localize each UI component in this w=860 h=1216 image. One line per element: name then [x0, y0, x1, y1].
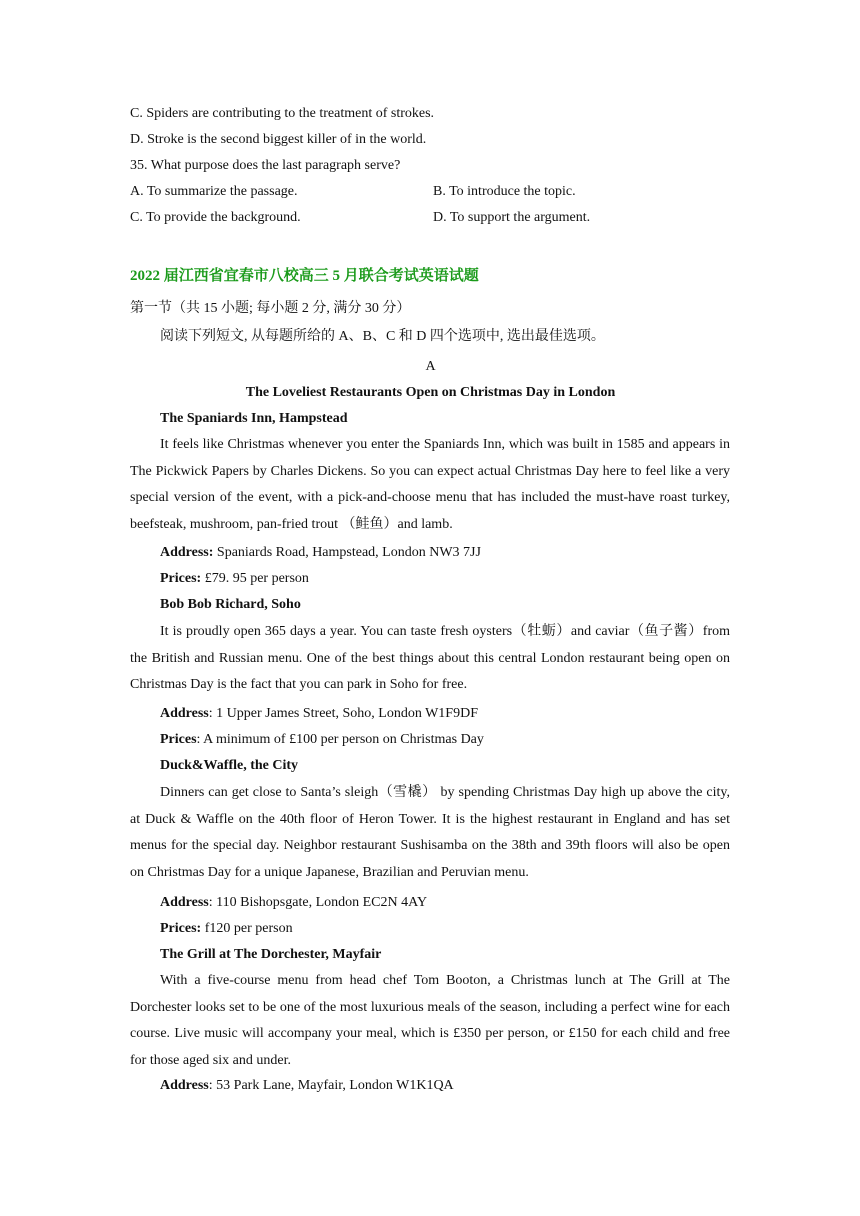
prices-label: Prices [160, 732, 197, 747]
restaurant-prices [160, 570, 309, 588]
q35-option-c: C. To provide the background. [130, 210, 301, 225]
restaurant-address [160, 544, 481, 562]
address-label: Address [160, 706, 209, 721]
option-d: D. Stroke is the second biggest killer of in the world. [130, 132, 427, 147]
question-35: 35. What purpose does the last paragraph serve? [130, 158, 401, 173]
restaurant-name: The Spaniards Inn, Hampstead [160, 411, 348, 426]
address-value: : 1 Upper James Street, Soho, London W1F9DF [208, 706, 478, 721]
address-label: Address [160, 1078, 209, 1093]
restaurant-address [160, 894, 427, 912]
restaurant-description: With a five-course menu from head chef Tom Booton, a Christmas lunch at The Grill at The Dorchester looks set to be one of the most luxurious meals of the season, including a perfect wine for each course. Live music will accompany your meal, which is £350 per person, or £150 for each child and free for those aged six and under. [130, 973, 730, 1068]
instructions: 阅读下列短文, 从每题所给的 A、B、C 和 D 四个选项中, 选出最佳选项。 [160, 329, 605, 344]
section-header: 第一节（共 15 小题; 每小题 2 分, 满分 30 分） [130, 301, 411, 316]
address-label: Address [160, 895, 209, 910]
address-value: : 53 Park Lane, Mayfair, London W1K1QA [208, 1078, 454, 1093]
prices-value: : A minimum of £100 per person on Christmas Day [196, 732, 484, 747]
prices-value: £79. 95 per person [201, 571, 309, 586]
prices-label: Prices: [160, 571, 202, 586]
address-value: : 110 Bishopsgate, London EC2N 4AY [208, 895, 428, 910]
restaurant-description: It feels like Christmas whenever you enter the Spaniards Inn, which was built in 1585 and appears in The Pickwick Papers by Charles Dickens. So you can expect actual Christmas Day here to feel like a very special version of the event, with a pick-and-choose menu that has included the must-have roast turkey, beefsteak, mushroom, pan-fried trout （鲑鱼）and lamb. [130, 437, 730, 532]
restaurant-description: Dinners can get close to Santa’s sleigh（雪橇） by spending Christmas Day high up above the city, at Duck & Waffle on the 40th floor of Heron Tower. It is the highest restaurant in England and has set menus for the special day. Neighbor restaurant Sushisamba on the 38th and 39th floors will also be open on Christmas Day for a unique Japanese, Brazilian and Peruvian menu. [130, 785, 730, 880]
restaurant-address [160, 705, 478, 723]
prices-value: f120 per person [201, 921, 293, 936]
passage-title: The Loveliest Restaurants Open on Christmas Day in London [245, 385, 616, 400]
q35-option-a: A. To summarize the passage. [130, 184, 298, 199]
q35-option-b: B. To introduce the topic. [433, 184, 576, 199]
restaurant-name: Bob Bob Richard, Soho [160, 597, 301, 612]
exam-title: 2022 届江西省宜春市八校高三 5 月联合考试英语试题 [130, 268, 479, 284]
restaurant-prices [160, 731, 484, 749]
option-c: C. Spiders are contributing to the treatment of strokes. [130, 106, 435, 121]
passage-letter: A [425, 359, 436, 374]
prices-label: Prices: [160, 921, 202, 936]
address-value: Spaniards Road, Hampstead, London NW3 7JJ [213, 545, 481, 560]
restaurant-prices [160, 920, 293, 938]
restaurant-name: The Grill at The Dorchester, Mayfair [160, 947, 382, 962]
restaurant-address [160, 1077, 454, 1095]
address-label: Address: [160, 545, 214, 560]
restaurant-name: Duck&Waffle, the City [160, 758, 299, 773]
restaurant-description: It is proudly open 365 days a year. You can taste fresh oysters（牡蛎）and caviar（鱼子酱）from the British and Russian menu. One of the best things about this central London restaurant being open on Christmas Day is the fact that you can park in Soho for free. [130, 624, 730, 692]
q35-option-d: D. To support the argument. [433, 210, 591, 225]
